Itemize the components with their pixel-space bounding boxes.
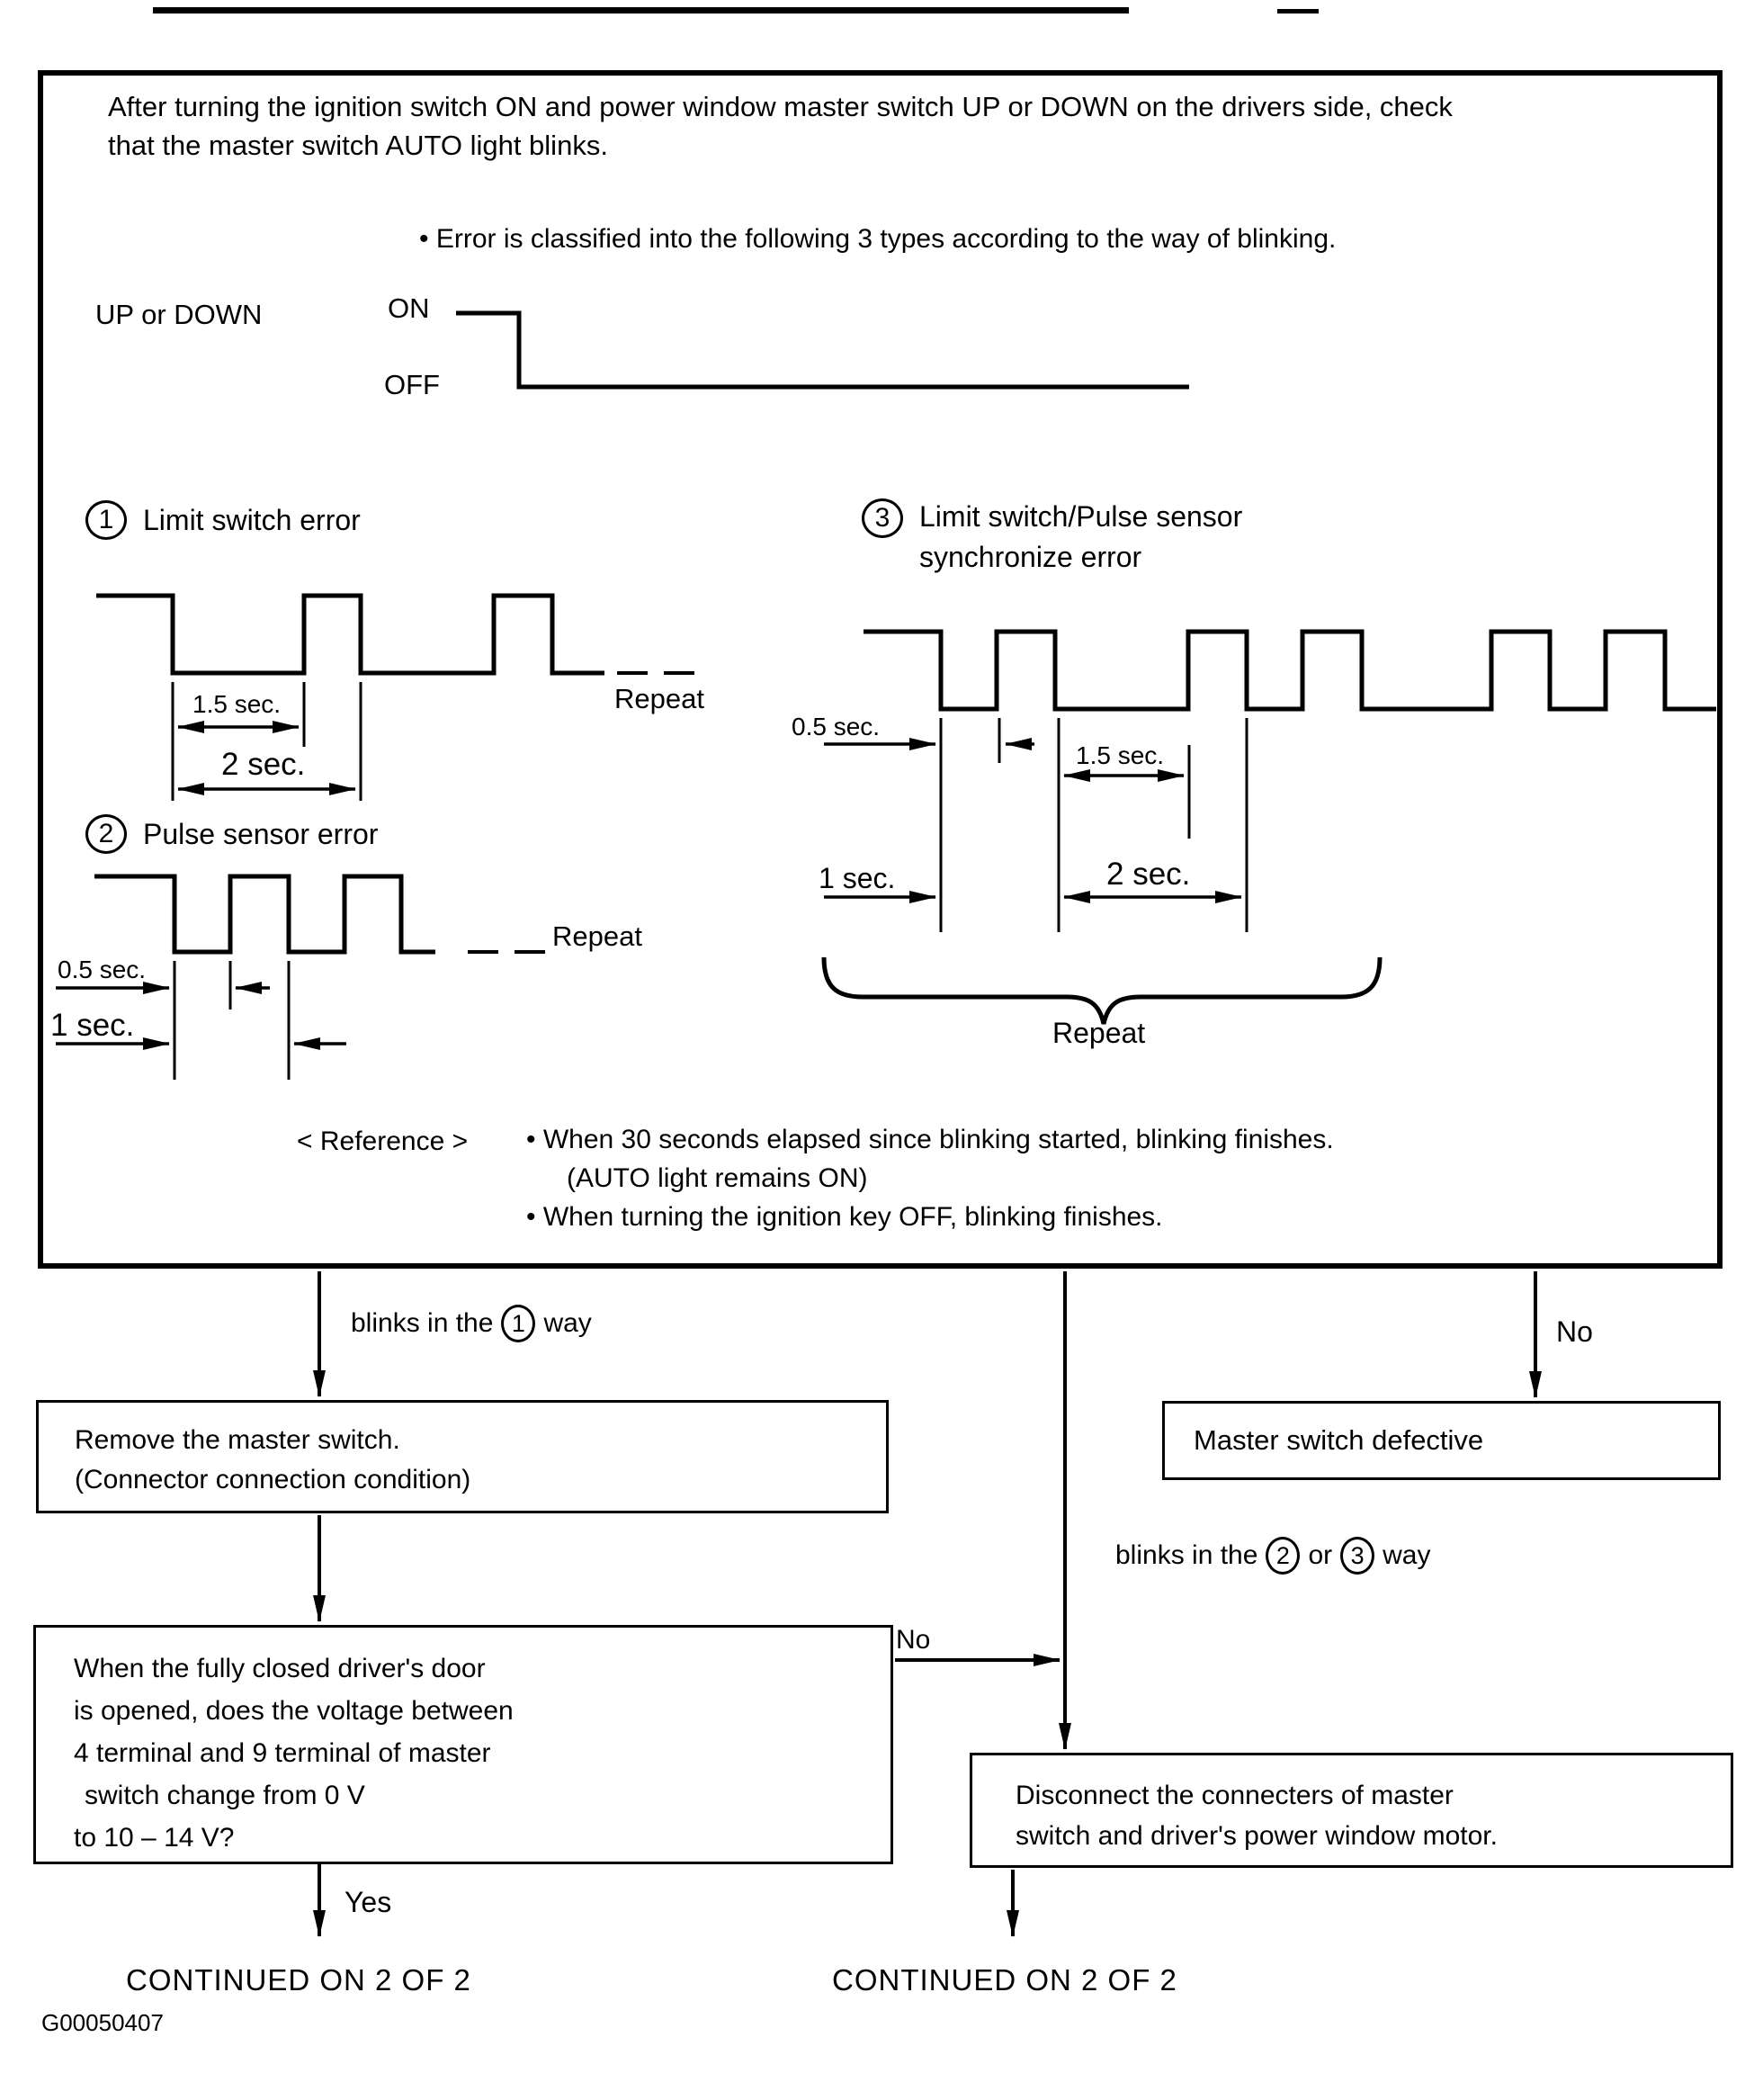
error2-title-label: Pulse sensor error <box>143 817 379 850</box>
repeat-label: Repeat <box>1052 1017 1146 1049</box>
dim-label: 1.5 sec. <box>1076 741 1165 769</box>
box-text-line: switch and driver's power window motor. <box>1016 1821 1498 1851</box>
branch-blinks-way23-label <box>1115 1537 1430 1575</box>
dim-label: 0.5 sec. <box>58 956 147 983</box>
reference-note: (AUTO light remains ON) <box>567 1163 868 1193</box>
no-label-mid: No <box>896 1625 931 1655</box>
yes-label: Yes <box>345 1886 392 1918</box>
circled-2-icon: 2 <box>1266 1537 1300 1575</box>
dim-label: 2 sec. <box>221 747 306 782</box>
dim-label: 2 sec. <box>1106 857 1191 892</box>
error1-title-label: Limit switch error <box>143 503 361 536</box>
dim-label: 1.5 sec. <box>192 690 282 718</box>
dim-label: 1 sec. <box>819 862 896 894</box>
branch1-post: way <box>543 1308 592 1338</box>
disconnect-connectors-box <box>970 1753 1733 1868</box>
intro-line-2: that the master switch AUTO light blinks. <box>108 130 608 161</box>
circled-2-icon: 2 <box>85 814 127 854</box>
branch23-pre: blinks in the <box>1115 1540 1258 1570</box>
box-text-line: to 10 – 14 V? <box>74 1823 235 1853</box>
voltage-check-box <box>33 1625 893 1864</box>
branch23-post: way <box>1383 1540 1431 1570</box>
circled-3-icon: 3 <box>862 498 903 538</box>
master-switch-defective-box <box>1162 1401 1721 1480</box>
repeat-label: Repeat <box>552 920 642 952</box>
box-text-line: Disconnect the connecters of master <box>1016 1781 1454 1810</box>
reference-label: < Reference > <box>297 1126 469 1156</box>
reference-bullet-2: • When turning the ignition key OFF, blinking finishes. <box>526 1202 1163 1232</box>
branch1-pre: blinks in the <box>351 1308 494 1338</box>
box-text-line: is opened, does the voltage between <box>74 1696 514 1726</box>
box-text-line: When the fully closed driver's door <box>74 1654 486 1683</box>
error1-title <box>85 500 361 540</box>
circled-1-icon: 1 <box>85 500 127 540</box>
box-text-line: 4 terminal and 9 terminal of master <box>74 1738 491 1768</box>
reference-bullet-1: • When 30 seconds elapsed since blinking started, blinking finishes. <box>526 1125 1334 1154</box>
circled-3-icon: 3 <box>1340 1537 1374 1575</box>
updown-label: UP or DOWN <box>95 299 263 330</box>
branch-blinks-way1-label <box>351 1305 592 1342</box>
circled-1-icon: 1 <box>501 1305 535 1342</box>
branch23-mid: or <box>1308 1540 1333 1570</box>
continued-label-left: CONTINUED ON 2 OF 2 <box>126 1963 471 1997</box>
error3-title-line1: Limit switch/Pulse sensor <box>919 500 1243 533</box>
dim-label: 1 sec. <box>50 1008 135 1043</box>
dim-label: 0.5 sec. <box>792 713 881 740</box>
box-text-line: (Connector connection condition) <box>75 1465 471 1494</box>
figure-id: G00050407 <box>41 2009 164 2036</box>
box-text-line: Remove the master switch. <box>75 1425 400 1455</box>
no-label-right: No <box>1556 1315 1593 1348</box>
continued-label-right: CONTINUED ON 2 OF 2 <box>832 1963 1177 1997</box>
box-text-line: switch change from 0 V <box>85 1781 365 1810</box>
error-classification-bullet: • Error is classified into the following 3 types according to the way of blinking. <box>419 224 1337 254</box>
remove-master-switch-box <box>36 1400 889 1513</box>
box-text-line: Master switch defective <box>1194 1424 1484 1456</box>
repeat-label: Repeat <box>614 683 704 714</box>
error3-title <box>862 497 1242 578</box>
on-label: ON <box>388 292 430 324</box>
off-label: OFF <box>384 369 440 400</box>
intro-line-1: After turning the ignition switch ON and power window master switch UP or DOWN on the drivers side, check <box>108 91 1453 122</box>
error2-title <box>85 814 378 854</box>
error3-title-line2: synchronize error <box>919 541 1142 573</box>
